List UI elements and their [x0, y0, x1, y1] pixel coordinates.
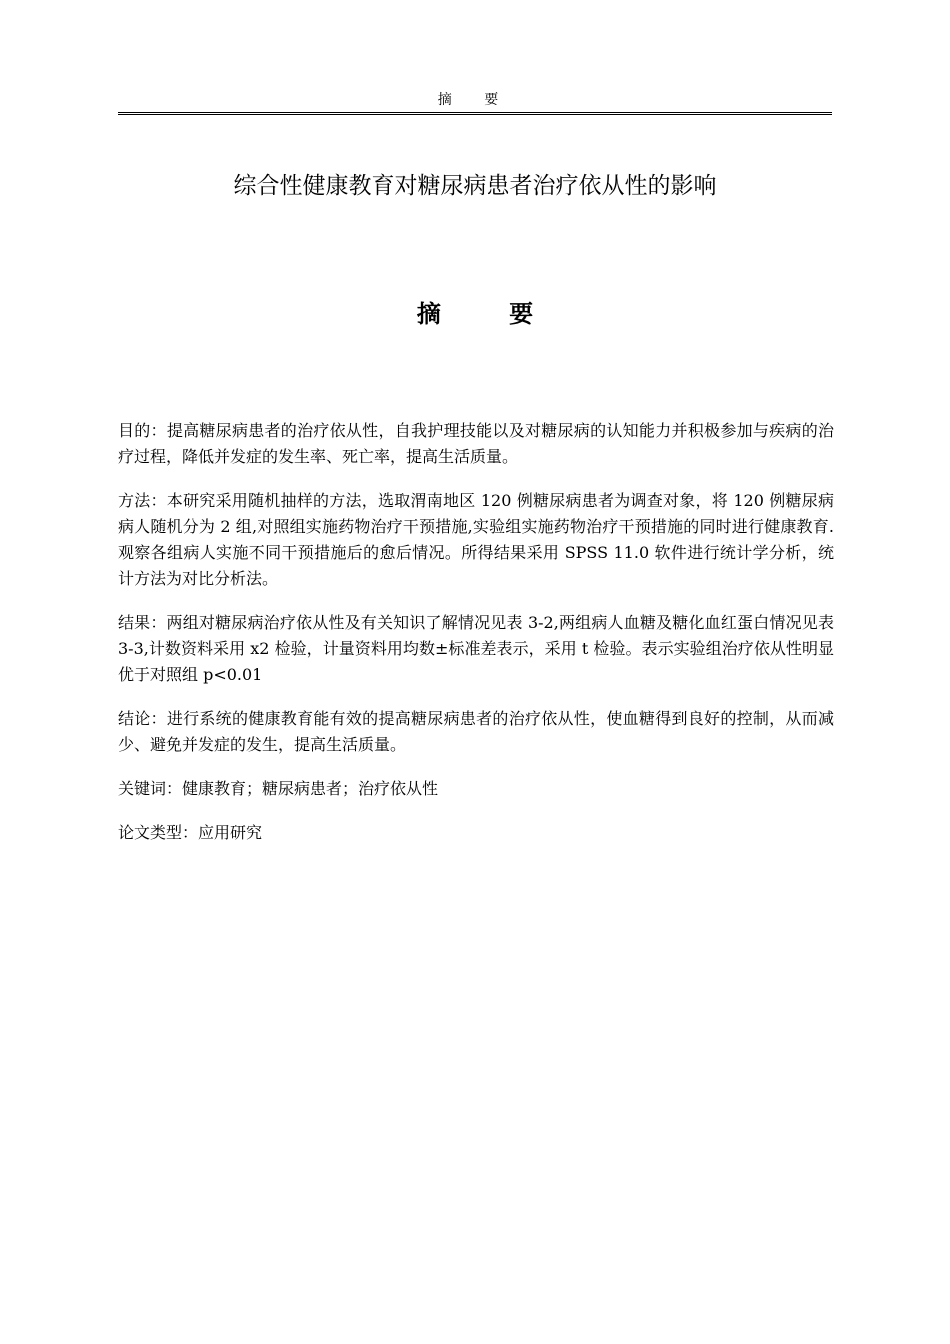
- keywords-paragraph: 关键词：健康教育；糖尿病患者；治疗依从性: [118, 779, 439, 798]
- header-rule: [118, 112, 832, 115]
- methods-paragraph: 方法：本研究采用随机抽样的方法，选取渭南地区 120 例糖尿病患者为调查对象，将 120 例糖尿病病人随机分为 2 组,对照组实施药物治疗干预措施,实验组实施药物治疗干预措施的同时进行健康教育.观察各组病人实施不同干预措施后的愈后情况。所得结果采用 SPSS 11.0 软件进行统计学分析，统计方法为对比分析法。: [118, 491, 834, 588]
- document-title: 综合性健康教育对糖尿病患者治疗依从性的影响: [233, 173, 717, 199]
- abstract-heading: 摘 要: [416, 300, 564, 328]
- objective-paragraph: 目的：提高糖尿病患者的治疗依从性，自我护理技能以及对糖尿病的认知能力并积极参加与疾病的治疗过程，降低并发症的发生率、死亡率，提高生活质量。: [118, 421, 834, 466]
- results-paragraph: 结果：两组对糖尿病治疗依从性及有关知识了解情况见表 3-2,两组病人血糖及糖化血红蛋白情况见表 3-3,计数资料采用 x2 检验，计量资料用均数±标准差表示，采用 t 检验。表示实验组治疗依从性明显优于对照组 p<0.01: [118, 613, 834, 684]
- paper-type-paragraph: 论文类型：应用研究: [118, 823, 263, 842]
- running-header: 摘 要: [437, 92, 513, 108]
- abstract-body: [118, 418, 834, 864]
- conclusion-paragraph: 结论：进行系统的健康教育能有效的提高糖尿病患者的治疗依从性，使血糖得到良好的控制，从而减少、避免并发症的发生，提高生活质量。: [118, 709, 834, 754]
